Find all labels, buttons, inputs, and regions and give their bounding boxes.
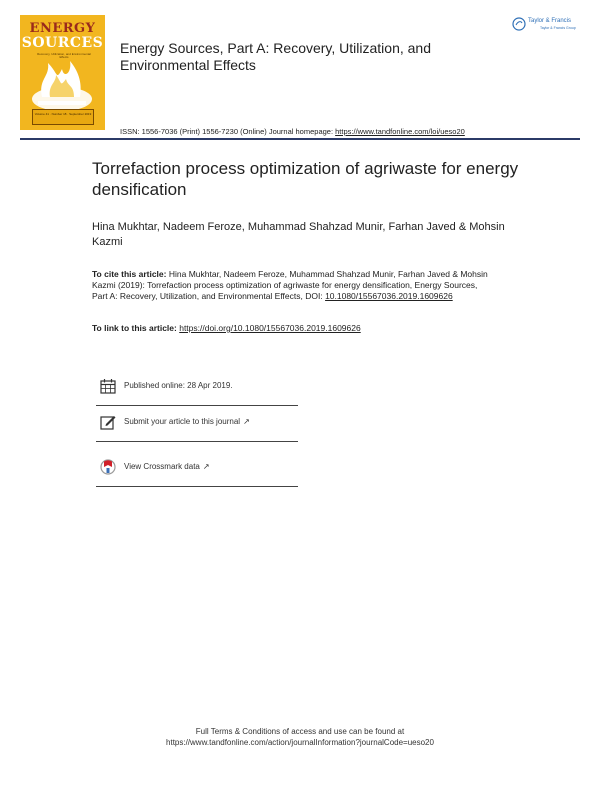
publisher-logo-icon	[512, 17, 526, 31]
article-title: Torrefaction process optimization of agriwaste for energy densification	[92, 159, 519, 199]
external-link-icon: ↗	[202, 462, 210, 471]
crossmark-icon	[100, 459, 116, 475]
submit-article-link[interactable]	[124, 417, 250, 426]
published-date: Published online: 28 Apr 2019.	[124, 381, 233, 390]
cover-subtitle: Recovery, Utilization, and Environmental Effects	[37, 52, 91, 60]
article-doi-url[interactable]: https://doi.org/10.1080/15567036.2019.1609626	[179, 323, 361, 333]
cover-volume-box	[32, 109, 94, 125]
submit-article-row[interactable]	[96, 406, 298, 442]
header-divider	[20, 138, 580, 140]
issn-line	[120, 127, 465, 136]
article-link-line	[92, 323, 532, 333]
crossmark-row[interactable]	[96, 451, 298, 487]
external-link-icon: ↗	[243, 417, 250, 426]
cover-title-sources: SOURCES	[21, 35, 104, 51]
citation-text: Hina Mukhtar, Nadeem Feroze, Muhammad Shahzad Munir, Farhan Javed & Mohsin Kazmi (2019): Torrefaction process optimization of agriwaste for energy densification, Energy Sources, Part A: Recovery, Utilization, and Environmental Effects, DOI:	[92, 269, 488, 301]
journal-cover	[20, 15, 105, 130]
citation-block	[92, 269, 492, 302]
journal-homepage-link[interactable]: https://www.tandfonline.com/loi/ueso20	[335, 127, 465, 136]
cover-volume-text: Volume 41 · Number 18 · September 2019	[34, 112, 92, 116]
submit-article-label: Submit your article to this journal	[124, 417, 241, 426]
journal-title: Energy Sources, Part A: Recovery, Utilization, and Environmental Effects	[120, 40, 431, 73]
article-link-label: To link to this article:	[92, 323, 180, 333]
author-list: Hina Mukhtar, Nadeem Feroze, Muhammad Shahzad Munir, Farhan Javed & Mohsin Kazmi	[92, 221, 505, 248]
publisher-logo[interactable]	[512, 17, 584, 35]
citation-doi-link[interactable]: 10.1080/15567036.2019.1609626	[325, 291, 453, 301]
publisher-logo-tagline: Taylor & Francis Group	[540, 26, 576, 30]
crossmark-link[interactable]	[124, 462, 210, 471]
citation-label: To cite this article:	[92, 269, 167, 279]
footer-terms-link[interactable]: https://www.tandfonline.com/action/journalInformation?journalCode=ueso20	[166, 738, 434, 747]
row-divider	[96, 441, 298, 442]
publisher-logo-name: Taylor & Francis	[528, 18, 572, 24]
row-divider	[96, 486, 298, 487]
footer-terms-text: Full Terms & Conditions of access and use can be found at	[195, 727, 405, 736]
edit-icon	[100, 414, 116, 430]
calendar-icon	[100, 378, 116, 394]
issn-text: ISSN: 1556-7036 (Print) 1556-7230 (Online) Journal homepage:	[120, 127, 336, 136]
published-row	[96, 370, 298, 406]
crossmark-label: View Crossmark data	[124, 462, 200, 471]
cover-title-energy: ENERGY	[29, 21, 96, 36]
footer-terms	[100, 726, 500, 748]
